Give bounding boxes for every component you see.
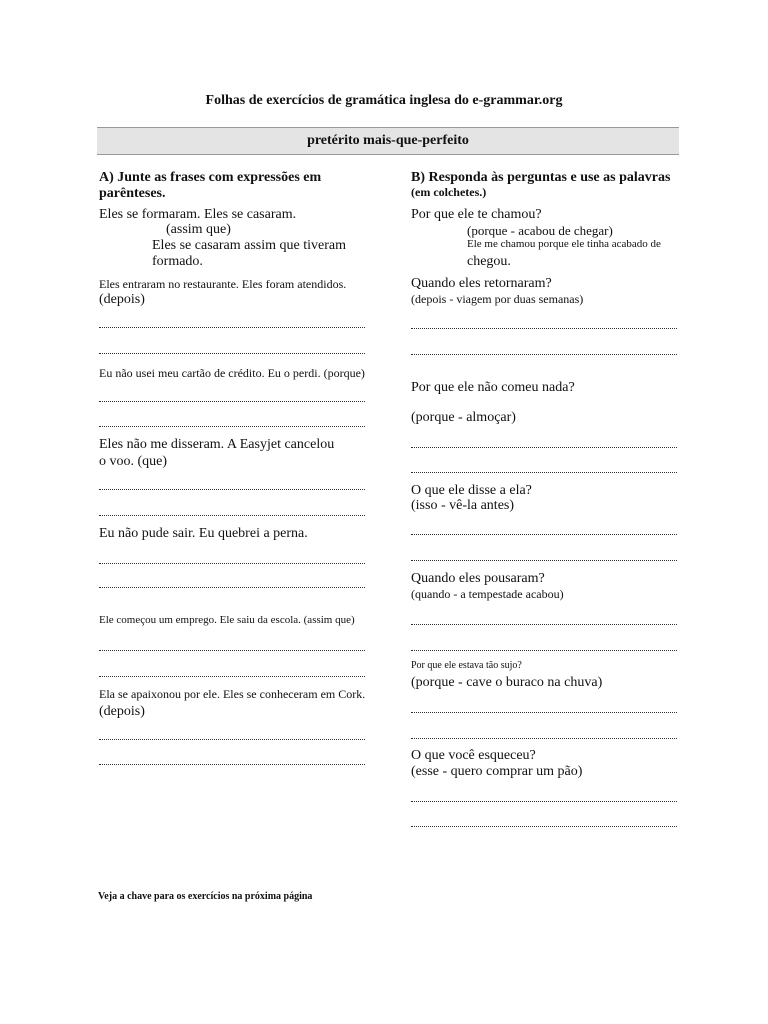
topic-banner: pretérito mais-que-perfeito (97, 127, 679, 155)
question-b5: Por que ele estava tão sujo? (411, 660, 522, 671)
example-b-answer: Ele me chamou porque ele tinha acabado de (467, 238, 661, 250)
question-b6: O que você esqueceu? (411, 748, 536, 763)
section-a-heading-cont: parênteses. (99, 186, 166, 201)
answer-line-b4-2[interactable] (411, 650, 677, 651)
section-a-heading: A) Junte as frases com expressões em (99, 170, 322, 185)
answer-line-a1-2[interactable] (99, 353, 365, 354)
answer-line-b2-2[interactable] (411, 472, 677, 473)
exercise-a5-sentence: Ele começou um emprego. Ele saiu da escola. (assim que) (99, 614, 355, 626)
answer-line-b6-2[interactable] (411, 826, 677, 827)
answer-line-a2-2[interactable] (99, 426, 365, 427)
question-b1: Quando eles retornaram? (411, 276, 552, 291)
exercise-a1-sentence: Eles entraram no restaurante. Eles foram atendidos. (99, 277, 347, 291)
answer-line-a1-1[interactable] (99, 327, 365, 328)
answer-line-a4-1[interactable] (99, 563, 365, 564)
exercise-a4-sentence: Eu não pude sair. Eu quebrei a perna. (99, 526, 308, 541)
example-a-answer-cont: formado. (152, 254, 203, 269)
question-b5-hint: (porque - cave o buraco na chuva) (411, 675, 603, 690)
example-a-hint: (assim que) (166, 222, 231, 237)
exercise-a2-sentence: Eu não usei meu cartão de crédito. Eu o perdi. (porque) (99, 366, 365, 380)
answer-line-b2-1[interactable] (411, 447, 677, 448)
question-b3: O que ele disse a ela? (411, 483, 532, 498)
exercise-a3-sentence: Eles não me disseram. A Easyjet cancelou (99, 437, 335, 452)
section-b-heading-cont: (em colchetes.) (411, 185, 487, 199)
example-b-answer-cont: chegou. (467, 254, 511, 269)
exercise-a3-sentence-cont: o voo. (que) (99, 454, 168, 469)
answer-line-b5-1[interactable] (411, 712, 677, 713)
question-b4-hint: (quando - a tempestade acabou) (411, 587, 564, 601)
answer-line-b4-1[interactable] (411, 624, 677, 625)
answer-line-a5-2[interactable] (99, 676, 365, 677)
answer-line-b3-2[interactable] (411, 560, 677, 561)
answer-line-b1-1[interactable] (411, 328, 677, 329)
exercise-a6-hint: (depois) (99, 704, 145, 719)
question-b4: Quando eles pousaram? (411, 571, 545, 586)
question-b6-hint: (esse - quero comprar um pão) (411, 764, 583, 779)
answer-line-b6-1[interactable] (411, 801, 677, 802)
example-b-question: Por que ele te chamou? (411, 207, 542, 222)
question-b2: Por que ele não comeu nada? (411, 380, 575, 395)
answer-line-b1-2[interactable] (411, 354, 677, 355)
answer-line-a2-1[interactable] (99, 401, 365, 402)
answer-line-a3-2[interactable] (99, 515, 365, 516)
answer-line-a6-1[interactable] (99, 739, 365, 740)
example-a-sentence: Eles se formaram. Eles se casaram. (99, 207, 297, 222)
answer-line-b3-1[interactable] (411, 534, 677, 535)
footer-note: Veja a chave para os exercícios na próxima página (98, 891, 313, 902)
question-b2-hint: (porque - almoçar) (411, 410, 516, 425)
answer-line-b5-2[interactable] (411, 738, 677, 739)
exercise-a6-sentence: Ela se apaixonou por ele. Eles se conheceram em Cork. (99, 687, 366, 701)
answer-line-a3-1[interactable] (99, 489, 365, 490)
answer-line-a4-2[interactable] (99, 587, 365, 588)
answer-line-a6-2[interactable] (99, 764, 365, 765)
question-b3-hint: (isso - vê-la antes) (411, 498, 515, 513)
example-b-hint: (porque - acabou de chegar) (467, 223, 613, 238)
example-a-answer: Eles se casaram assim que tiveram (152, 238, 346, 253)
section-b-heading: B) Responda às perguntas e use as palavras (411, 170, 671, 185)
page-title: Folhas de exercícios de gramática inglesa do e-grammar.org (205, 93, 563, 108)
exercise-a1-hint: (depois) (99, 292, 145, 307)
question-b1-hint: (depois - viagem por duas semanas) (411, 292, 584, 306)
answer-line-a5-1[interactable] (99, 650, 365, 651)
